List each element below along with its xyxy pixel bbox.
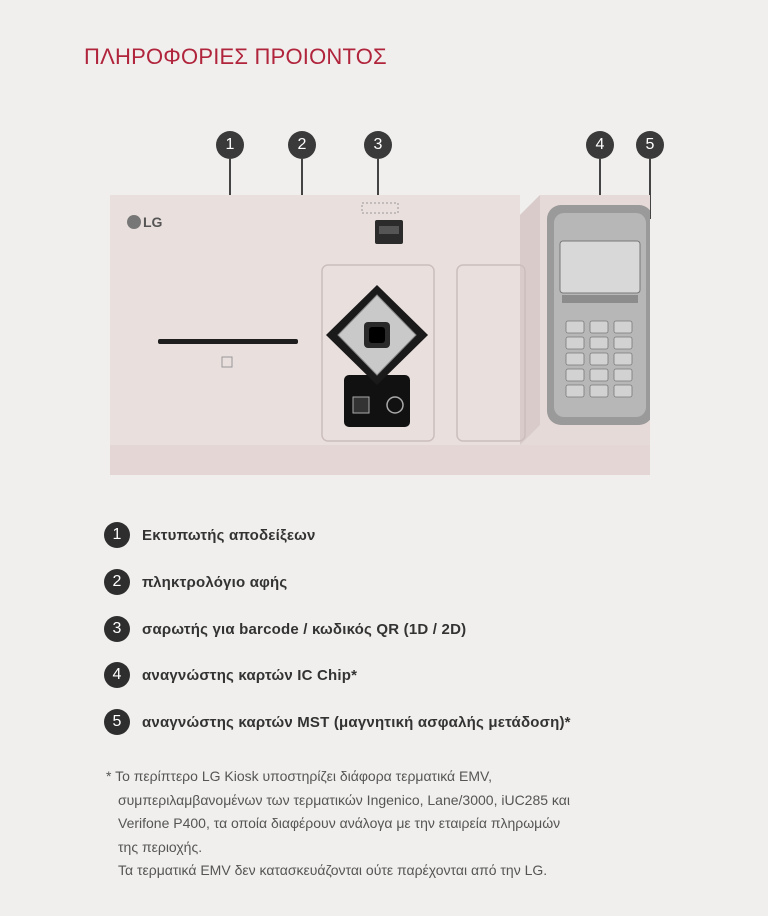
footnote-line: * Το περίπτερο LG Kiosk υποστηρίζει διάφορα τερματικά EMV, bbox=[106, 768, 492, 784]
legend-item-4 bbox=[104, 662, 357, 688]
footnote bbox=[106, 765, 666, 883]
legend-num: 1 bbox=[104, 522, 130, 548]
footnote-line: Verifone P400, τα οποία διαφέρουν ανάλογα με την εταιρεία πληρωμών bbox=[118, 815, 561, 831]
footnote-line: της περιοχής. bbox=[118, 838, 203, 855]
footnote-line: Τα τερματικά EMV δεν κατασκευάζονται ούτε παρέχονται από την LG. bbox=[118, 862, 548, 878]
callout-1: 1 bbox=[216, 131, 244, 159]
lg-logo: LG bbox=[143, 214, 163, 230]
callout-line-3 bbox=[377, 159, 379, 199]
legend-label: αναγνώστης καρτών MST (μαγνητική ασφαλής μετάδοση)* bbox=[142, 713, 571, 731]
page-title: ΠΛΗΡΟΦΟΡΙΕΣ ΠΡΟΙΟΝΤΟΣ bbox=[84, 44, 387, 69]
legend-num: 3 bbox=[104, 616, 130, 642]
legend-item-5 bbox=[104, 709, 571, 735]
legend-label: πληκτρολόγιο αφής bbox=[142, 573, 288, 591]
footnote-line: συμπεριλαμβανομένων των τερματικών Ingenico, Lane/3000, iUC285 και bbox=[118, 791, 570, 808]
legend-item-2 bbox=[104, 569, 287, 595]
callout-4: 4 bbox=[586, 131, 614, 159]
legend-num: 4 bbox=[104, 662, 130, 688]
legend-item-3 bbox=[104, 616, 466, 642]
callout-3: 3 bbox=[364, 131, 392, 159]
legend-num: 2 bbox=[104, 569, 130, 595]
legend-label: σαρωτής για barcode / κωδικός QR (1D / 2D) bbox=[142, 620, 467, 638]
legend-label: Εκτυπωτής αποδείξεων bbox=[142, 526, 316, 544]
legend-label: αναγνώστης καρτών IC Chip* bbox=[142, 666, 358, 684]
legend-item-1 bbox=[104, 522, 316, 548]
kiosk-panel-illustration bbox=[110, 195, 650, 475]
callout-2: 2 bbox=[288, 131, 316, 159]
legend-num: 5 bbox=[104, 709, 130, 735]
callout-5: 5 bbox=[636, 131, 664, 159]
